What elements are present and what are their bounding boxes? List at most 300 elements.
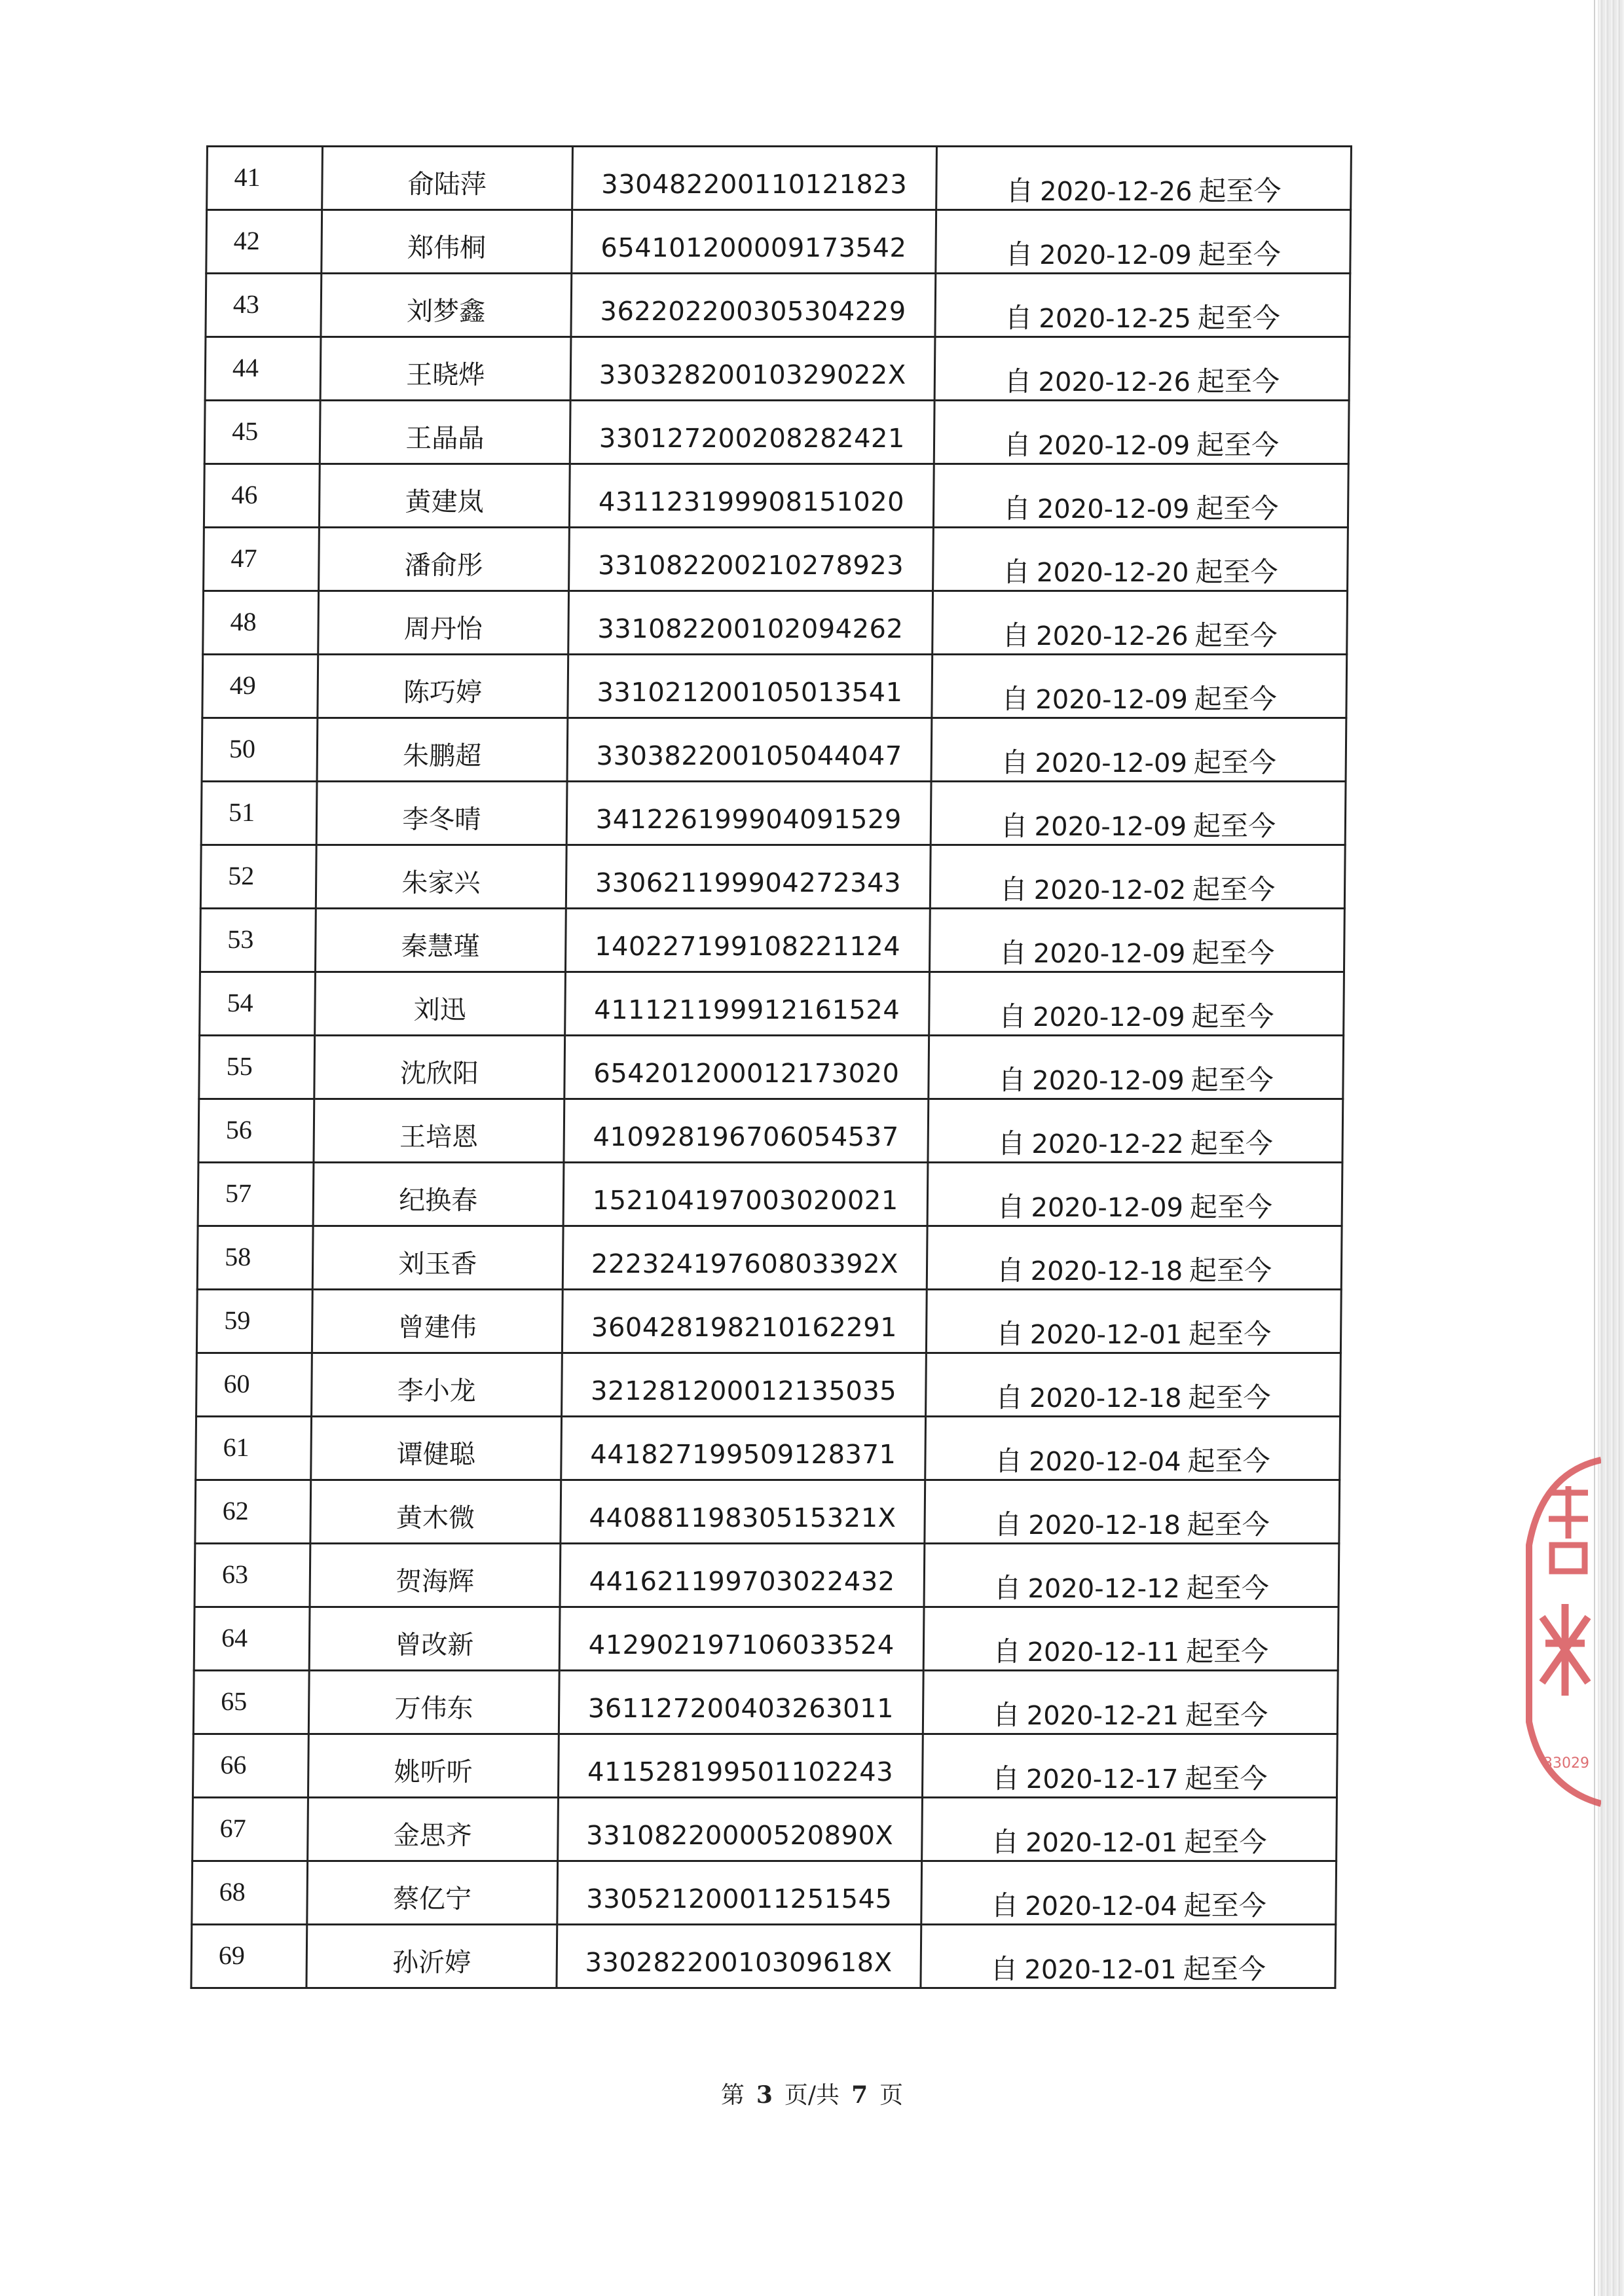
person-name: 朱家兴 (401, 868, 481, 898)
id-number-cell (564, 972, 929, 1036)
id-number-cell (569, 464, 934, 528)
person-name: 王晓烨 (406, 360, 485, 390)
period-prefix: 自 (999, 873, 1027, 905)
table-row (193, 1671, 1338, 1734)
period-cell (936, 210, 1351, 274)
roster-table (190, 145, 1352, 1989)
person-name: 李小龙 (397, 1376, 476, 1406)
period-suffix: 起至今 (1192, 810, 1276, 842)
row-number: 52 (228, 861, 255, 890)
start-date: 2020-12-09 (1039, 240, 1192, 270)
row-number: 48 (230, 607, 257, 636)
id-number: 331082200102094262 (597, 614, 904, 644)
period-prefix: 自 (990, 1889, 1019, 1922)
name-cell (322, 147, 572, 210)
row-number-cell (204, 464, 320, 528)
table-row (194, 1544, 1339, 1607)
name-cell (310, 1480, 561, 1544)
period-suffix: 起至今 (1183, 1889, 1266, 1922)
row-number: 42 (233, 226, 260, 255)
period-prefix: 自 (1001, 683, 1029, 715)
table-row (198, 1099, 1343, 1163)
period-prefix: 自 (1005, 175, 1034, 207)
id-number: 152104197003020021 (592, 1186, 898, 1216)
table-row (198, 1163, 1342, 1226)
id-number-cell (561, 1353, 926, 1417)
period-cell (925, 1417, 1340, 1480)
period-cell (929, 909, 1344, 972)
name-cell (308, 1734, 559, 1798)
row-number-cell (193, 1671, 309, 1734)
id-number-cell (559, 1671, 923, 1734)
table-row (194, 1607, 1338, 1671)
page-footer (0, 2077, 1624, 2110)
row-number-cell (193, 1798, 308, 1861)
start-date: 2020-12-09 (1037, 494, 1190, 524)
period-cell (932, 655, 1347, 718)
period-prefix: 自 (991, 1826, 1020, 1858)
period-suffix: 起至今 (1183, 1953, 1266, 1985)
period-cell (923, 1607, 1338, 1671)
roster-body (191, 147, 1352, 1988)
person-name: 孙沂婷 (392, 1948, 471, 1978)
person-name: 刘梦鑫 (406, 297, 486, 327)
id-number: 411528199501102243 (587, 1757, 894, 1787)
person-name: 万伟东 (394, 1694, 473, 1724)
period-prefix: 自 (994, 1445, 1023, 1477)
row-number: 59 (224, 1305, 251, 1335)
period-cell (927, 1226, 1342, 1290)
table-row (202, 718, 1346, 782)
period-suffix: 起至今 (1189, 1318, 1272, 1350)
person-name: 俞陆萍 (407, 170, 487, 200)
row-number-cell (200, 845, 316, 909)
row-number-cell (196, 1290, 312, 1353)
start-date: 2020-12-02 (1033, 875, 1187, 905)
name-cell (309, 1607, 560, 1671)
id-number: 431123199908151020 (598, 487, 905, 517)
id-number-cell (570, 401, 934, 464)
row-number: 41 (234, 162, 261, 192)
period-prefix: 自 (995, 1318, 1024, 1350)
id-number-cell (572, 147, 936, 210)
table-row (195, 1480, 1340, 1544)
period-suffix: 起至今 (1194, 683, 1278, 715)
name-cell (312, 1290, 563, 1353)
id-number: 331082200210278923 (597, 551, 904, 581)
row-number-cell (206, 210, 322, 274)
person-name: 李冬晴 (402, 805, 481, 835)
row-number: 54 (227, 988, 253, 1017)
row-number: 63 (221, 1559, 249, 1589)
row-number: 51 (228, 797, 255, 827)
start-date: 2020-12-09 (1037, 431, 1190, 461)
start-date: 2020-12-01 (1024, 1955, 1177, 1985)
id-number-cell (564, 1036, 929, 1099)
id-number: 362202200305304229 (600, 297, 906, 327)
row-number-cell (192, 1861, 308, 1925)
person-name: 黄建岚 (405, 487, 484, 517)
start-date: 2020-12-09 (1031, 1193, 1184, 1223)
table-row (205, 337, 1350, 401)
name-cell (318, 655, 568, 718)
id-number-cell (565, 909, 930, 972)
id-number-cell (558, 1734, 923, 1798)
row-number-cell (201, 782, 317, 845)
name-cell (320, 401, 570, 464)
period-cell (927, 1163, 1342, 1226)
period-prefix: 自 (995, 1381, 1024, 1413)
row-number-cell (200, 909, 316, 972)
id-number: 411121199912161524 (594, 995, 900, 1025)
period-prefix: 自 (990, 1953, 1018, 1985)
start-date: 2020-12-21 (1026, 1701, 1179, 1731)
start-date: 2020-12-04 (1028, 1447, 1181, 1477)
period-cell (921, 1861, 1337, 1925)
start-date: 2020-12-22 (1031, 1129, 1185, 1159)
person-name: 谭健聪 (396, 1440, 476, 1470)
table-row (206, 210, 1351, 274)
id-number-cell (572, 210, 936, 274)
start-date: 2020-12-25 (1039, 304, 1192, 334)
row-number: 49 (229, 670, 257, 700)
row-number-cell (204, 528, 320, 591)
id-number: 361127200403263011 (587, 1694, 895, 1724)
table-row (200, 845, 1345, 909)
start-date: 2020-12-04 (1025, 1891, 1177, 1922)
period-suffix: 起至今 (1198, 175, 1282, 207)
seal-text-fragment: 33029 (1543, 1755, 1589, 1772)
name-cell (308, 1671, 559, 1734)
period-cell (934, 401, 1349, 464)
table-row (193, 1734, 1337, 1798)
row-number: 44 (232, 353, 259, 382)
period-suffix: 起至今 (1192, 873, 1276, 905)
id-number: 341226199904091529 (595, 805, 902, 835)
period-prefix: 自 (999, 937, 1027, 969)
period-prefix: 自 (1004, 365, 1032, 397)
period-suffix: 起至今 (1193, 746, 1277, 778)
period-suffix: 起至今 (1189, 1254, 1272, 1286)
start-date: 2020-12-18 (1028, 1510, 1181, 1540)
table-row (202, 655, 1347, 718)
name-cell (314, 972, 565, 1036)
period-prefix: 自 (1005, 302, 1033, 334)
period-suffix: 起至今 (1184, 1826, 1267, 1858)
period-suffix: 起至今 (1189, 1191, 1273, 1223)
id-number-cell (557, 1861, 922, 1925)
row-number-cell (203, 591, 319, 655)
person-name: 刘迅 (413, 995, 466, 1025)
table-row (204, 401, 1349, 464)
id-number-cell (561, 1417, 926, 1480)
id-number-cell (570, 337, 935, 401)
person-name: 黄木微 (396, 1503, 475, 1533)
row-number: 69 (218, 1941, 246, 1970)
start-date: 2020-12-09 (1035, 748, 1188, 778)
period-prefix: 自 (1001, 746, 1029, 778)
period-prefix: 自 (1002, 556, 1031, 588)
start-date: 2020-12-26 (1038, 367, 1191, 397)
period-suffix: 起至今 (1194, 619, 1278, 651)
period-cell (936, 147, 1351, 210)
row-number-cell (196, 1353, 312, 1417)
id-number: 412902197106033524 (588, 1630, 895, 1660)
period-suffix: 起至今 (1186, 1572, 1270, 1604)
period-cell (923, 1671, 1338, 1734)
period-prefix: 自 (994, 1508, 1022, 1540)
person-name: 曾建伟 (397, 1313, 477, 1343)
row-number: 68 (219, 1877, 246, 1906)
period-cell (931, 782, 1346, 845)
period-prefix: 自 (1000, 810, 1028, 842)
row-number-cell (197, 1226, 313, 1290)
row-number-cell (205, 337, 321, 401)
person-name: 刘玉香 (398, 1249, 477, 1279)
table-row (203, 591, 1348, 655)
start-date: 2020-12-26 (1035, 621, 1189, 651)
start-date: 2020-12-09 (1035, 685, 1188, 715)
period-suffix: 起至今 (1196, 492, 1279, 524)
person-name: 陈巧婷 (403, 678, 483, 708)
start-date: 2020-12-09 (1034, 812, 1187, 842)
period-prefix: 自 (996, 1254, 1024, 1286)
period-cell (926, 1290, 1341, 1353)
id-number: 441621199703022432 (589, 1567, 895, 1597)
id-number: 410928196706054537 (593, 1122, 899, 1152)
row-number: 62 (222, 1496, 249, 1525)
period-cell (929, 1036, 1344, 1099)
period-prefix: 自 (1001, 619, 1030, 651)
id-number: 330127200208282421 (599, 424, 906, 454)
person-name: 朱鹏超 (402, 741, 482, 771)
row-number-cell (193, 1734, 308, 1798)
name-cell (317, 718, 568, 782)
period-cell (934, 337, 1350, 401)
id-number: 33032820010329022X (599, 360, 906, 390)
start-date: 2020-12-01 (1029, 1320, 1183, 1350)
name-cell (316, 845, 566, 909)
footer-pre: 第 (720, 2082, 745, 2109)
start-date: 2020-12-12 (1027, 1574, 1181, 1604)
period-cell (928, 1099, 1343, 1163)
period-cell (935, 274, 1350, 337)
id-number-cell (562, 1290, 927, 1353)
name-cell (311, 1417, 562, 1480)
period-suffix: 起至今 (1187, 1508, 1270, 1540)
seal-char-top (1549, 1486, 1588, 1571)
start-date: 2020-12-09 (1032, 1066, 1185, 1096)
id-number-cell (557, 1798, 922, 1861)
person-name: 姚听听 (394, 1757, 473, 1787)
start-date: 2020-12-18 (1030, 1256, 1183, 1286)
name-cell (320, 337, 571, 401)
table-row (196, 1353, 1341, 1417)
start-date: 2020-12-01 (1025, 1828, 1178, 1858)
person-name: 蔡亿宁 (392, 1884, 472, 1914)
start-date: 2020-12-17 (1025, 1764, 1179, 1795)
scan-edge-line (1594, 0, 1595, 2296)
name-cell (315, 909, 566, 972)
table-row (206, 274, 1350, 337)
period-suffix: 起至今 (1196, 429, 1280, 461)
official-seal-fragment (1503, 1447, 1601, 1813)
seal-star (1542, 1604, 1588, 1696)
name-cell (307, 1861, 558, 1925)
period-prefix: 自 (997, 1191, 1025, 1223)
row-number: 47 (231, 543, 257, 573)
table-row (204, 528, 1348, 591)
start-date: 2020-12-09 (1032, 1002, 1185, 1032)
person-name: 沈欣阳 (399, 1059, 479, 1089)
footer-total-pages: 7 (851, 2081, 868, 2109)
row-number: 61 (223, 1432, 249, 1462)
row-number-cell (204, 401, 320, 464)
period-cell (932, 528, 1348, 591)
table-row (196, 1290, 1341, 1353)
row-number-cell (194, 1607, 310, 1671)
period-cell (924, 1544, 1339, 1607)
period-suffix: 起至今 (1187, 1445, 1270, 1477)
row-number-cell (199, 1036, 315, 1099)
row-number: 60 (223, 1369, 250, 1398)
table-row (204, 464, 1348, 528)
id-number: 321281200012135035 (590, 1376, 897, 1406)
id-number: 44088119830515321X (589, 1503, 896, 1533)
id-number-cell (568, 655, 932, 718)
period-suffix: 起至今 (1190, 1064, 1274, 1096)
period-suffix: 起至今 (1185, 1635, 1269, 1667)
id-number-cell (566, 845, 931, 909)
table-row (196, 1417, 1340, 1480)
id-number-cell (566, 782, 931, 845)
row-number: 66 (220, 1750, 247, 1779)
name-cell (313, 1163, 564, 1226)
table-row (199, 1036, 1344, 1099)
row-number: 57 (225, 1178, 252, 1208)
name-cell (307, 1798, 558, 1861)
footer-page-number: 3 (756, 2081, 773, 2109)
name-cell (318, 528, 569, 591)
period-prefix: 自 (997, 1127, 1025, 1159)
row-number: 58 (224, 1242, 251, 1271)
period-suffix: 起至今 (1190, 1127, 1274, 1159)
id-number-cell (559, 1607, 924, 1671)
person-name: 金思齐 (393, 1821, 472, 1851)
scan-edge-strip (1598, 0, 1624, 2296)
table-row (193, 1798, 1337, 1861)
row-number-cell (202, 718, 318, 782)
start-date: 2020-12-18 (1029, 1383, 1182, 1413)
name-cell (319, 464, 570, 528)
id-number-cell (561, 1480, 925, 1544)
name-cell (322, 210, 572, 274)
table-row (201, 782, 1346, 845)
period-cell (932, 591, 1348, 655)
row-number: 64 (221, 1623, 248, 1652)
person-name: 贺海辉 (395, 1567, 475, 1597)
name-cell (314, 1099, 564, 1163)
person-name: 纪换春 (399, 1186, 478, 1216)
name-cell (318, 591, 569, 655)
person-name: 曾改新 (395, 1630, 474, 1660)
person-name: 周丹怡 (403, 614, 483, 644)
name-cell (306, 1925, 557, 1988)
id-number: 330382200105044047 (596, 741, 902, 771)
period-prefix: 自 (998, 1064, 1026, 1096)
row-number-cell (207, 147, 323, 210)
period-cell (930, 845, 1345, 909)
id-number: 33028220010309618X (585, 1948, 893, 1978)
table-row (192, 1861, 1337, 1925)
table-row (200, 909, 1344, 972)
row-number: 65 (221, 1686, 248, 1716)
footer-post: 页 (879, 2082, 904, 2109)
id-number: 360428198210162291 (591, 1313, 898, 1343)
id-number-cell (560, 1544, 925, 1607)
id-number: 33108220000520890X (586, 1821, 894, 1851)
row-number: 67 (219, 1813, 246, 1843)
footer-mid: 页/共 (784, 2082, 840, 2109)
period-cell (922, 1734, 1337, 1798)
row-number: 53 (227, 924, 254, 954)
name-cell (321, 274, 572, 337)
period-suffix: 起至今 (1185, 1699, 1268, 1731)
person-name: 王培恩 (399, 1122, 479, 1152)
row-number-cell (198, 1163, 314, 1226)
start-date: 2020-12-09 (1033, 939, 1186, 969)
id-number: 654101200009173542 (600, 233, 907, 263)
name-cell (316, 782, 567, 845)
id-number-cell (568, 528, 933, 591)
person-name: 王晶晶 (405, 424, 485, 454)
start-date: 2020-12-26 (1039, 177, 1192, 207)
name-cell (310, 1544, 561, 1607)
row-number-cell (206, 274, 322, 337)
row-number-cell (191, 1925, 307, 1988)
table-row (200, 972, 1344, 1036)
row-number: 50 (229, 734, 256, 763)
row-number: 46 (231, 480, 258, 509)
id-number: 330621199904272343 (595, 868, 902, 898)
id-number-cell (557, 1925, 921, 1988)
period-suffix: 起至今 (1195, 556, 1278, 588)
row-number: 56 (225, 1115, 253, 1144)
row-number-cell (196, 1417, 312, 1480)
period-prefix: 自 (991, 1762, 1020, 1795)
period-prefix: 自 (1003, 492, 1031, 524)
row-number-cell (200, 972, 316, 1036)
id-number: 654201200012173020 (593, 1059, 900, 1089)
period-prefix: 自 (992, 1699, 1020, 1731)
id-number-cell (568, 591, 933, 655)
period-suffix: 起至今 (1197, 302, 1281, 334)
period-prefix: 自 (1005, 238, 1033, 270)
period-cell (933, 464, 1348, 528)
period-suffix: 起至今 (1191, 1000, 1274, 1032)
period-prefix: 自 (993, 1572, 1022, 1604)
person-name: 秦慧瑾 (401, 932, 480, 962)
id-number-cell (564, 1099, 929, 1163)
row-number-cell (198, 1099, 314, 1163)
start-date: 2020-12-11 (1027, 1637, 1180, 1667)
period-suffix: 起至今 (1198, 238, 1281, 270)
row-number-cell (202, 655, 318, 718)
period-prefix: 自 (1003, 429, 1031, 461)
period-cell (921, 1925, 1336, 1988)
row-number: 43 (232, 289, 260, 319)
id-number: 441827199509128371 (590, 1440, 896, 1470)
